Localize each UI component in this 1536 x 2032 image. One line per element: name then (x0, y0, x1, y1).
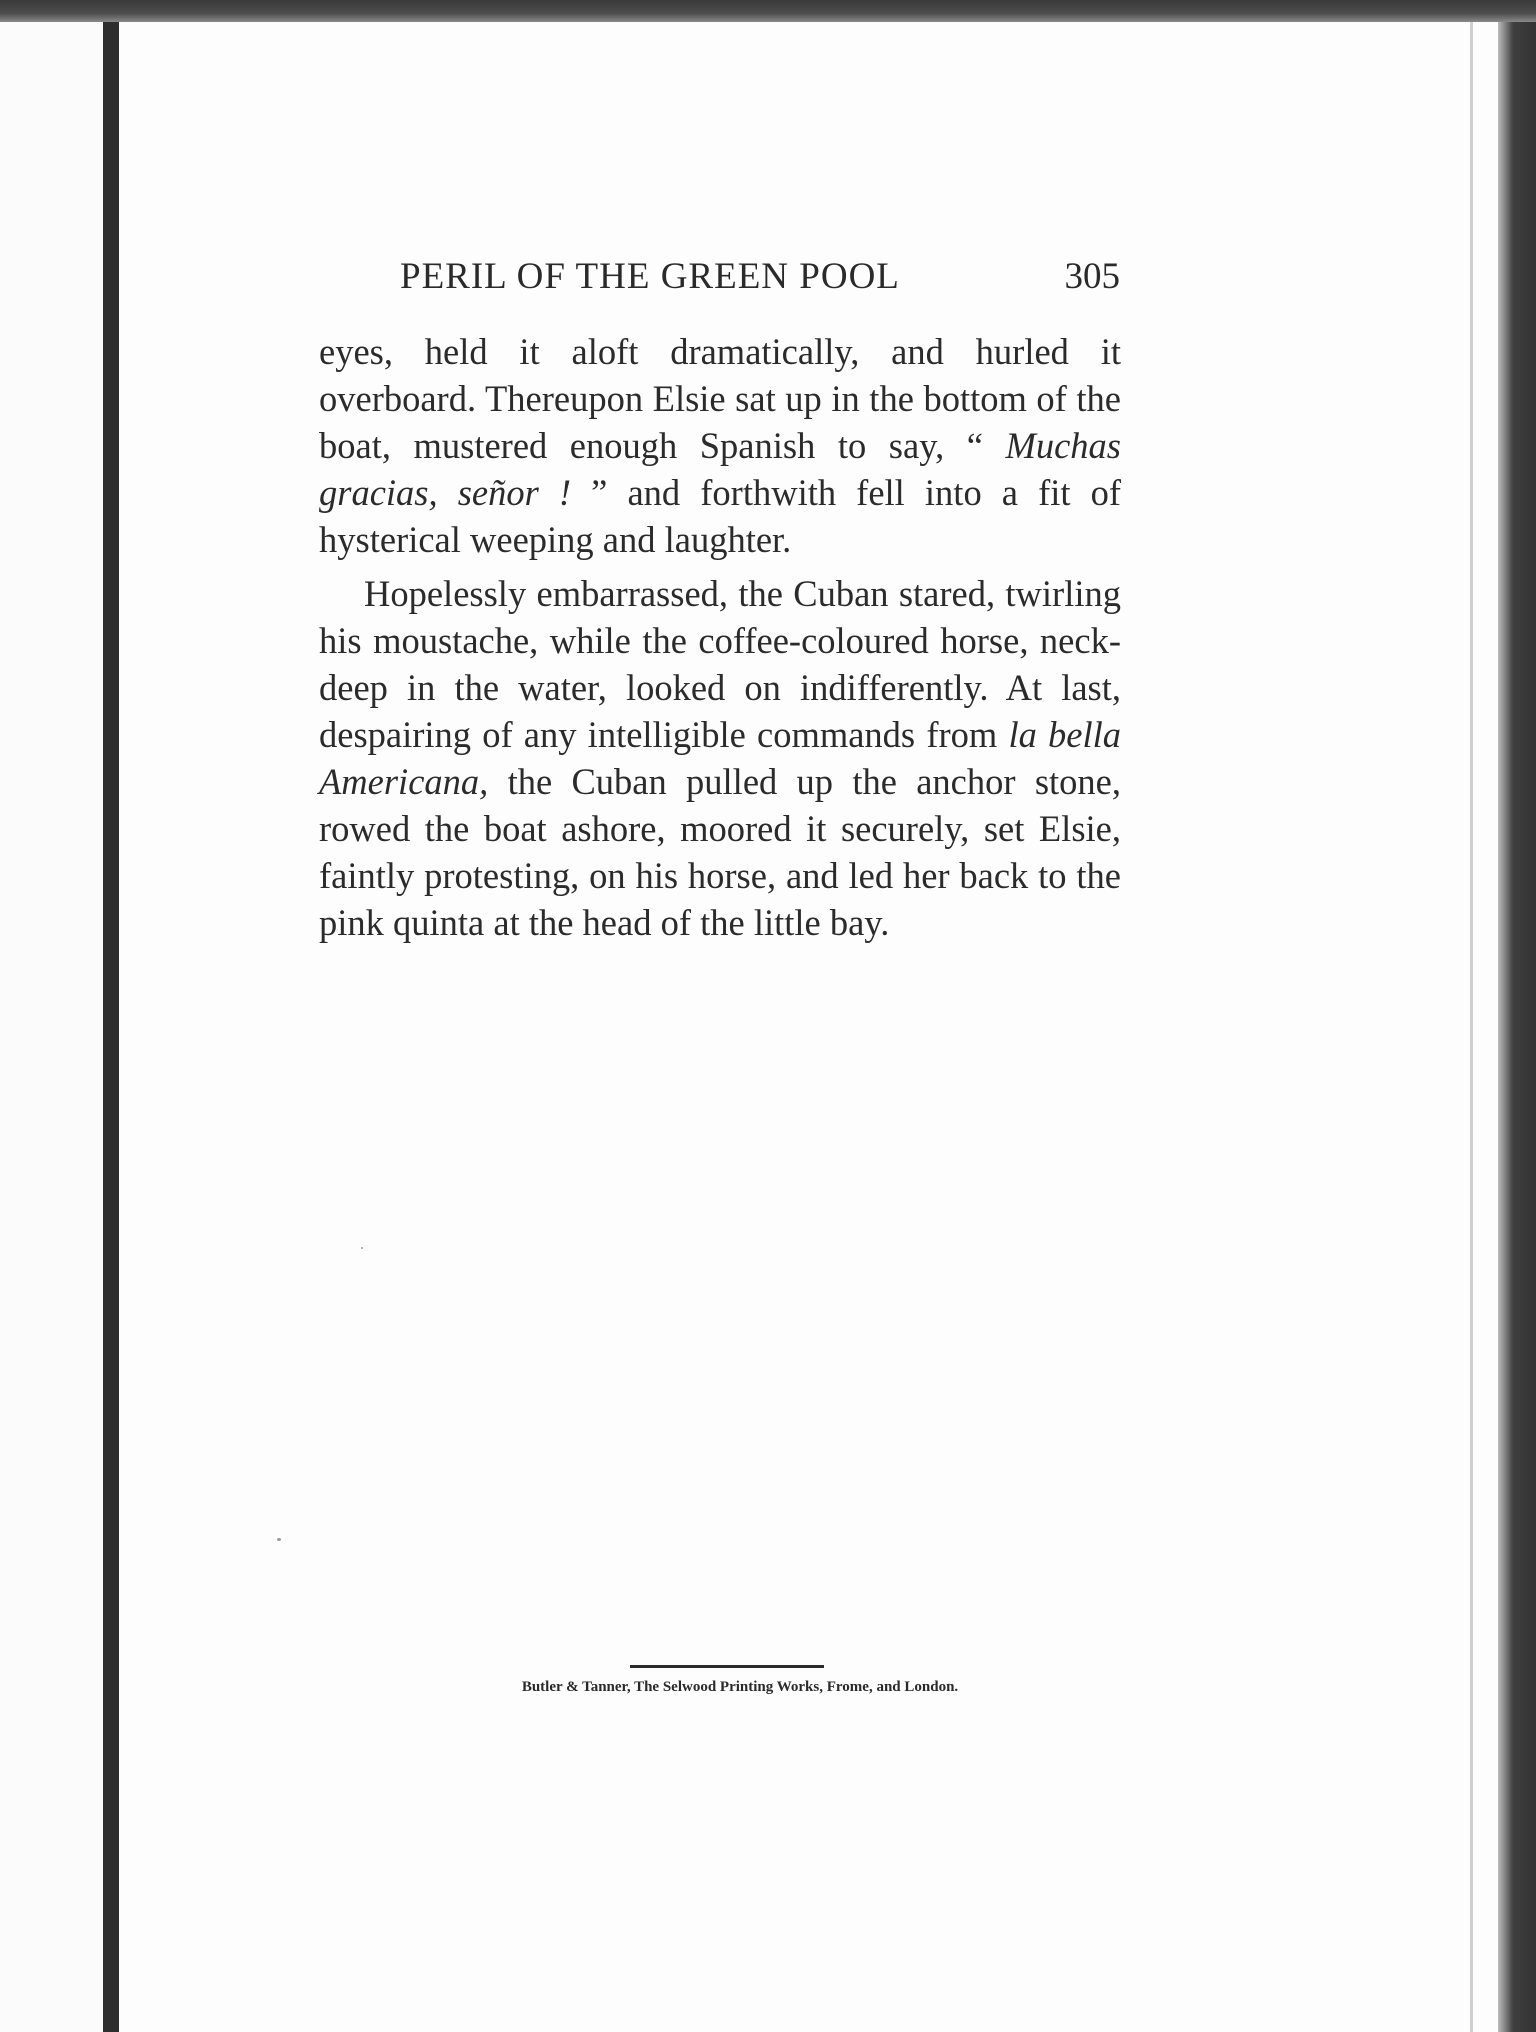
paragraph-2-italic: la bella Americana, (319, 714, 1122, 802)
paragraph-1-italic: Muchas gracias, señor ! (319, 425, 1121, 513)
scan-speck (361, 1247, 363, 1249)
scan-speck (277, 1538, 281, 1541)
paragraph-1-text-a: eyes, held it aloft dramatically, and hurled it overboard. Thereupon Elsie sat up in the bottom of the boat, mustered enough Spanish to say, “ (319, 331, 1121, 466)
page-number: 305 (1064, 256, 1120, 297)
paragraph-1-text-b: ” and forthwith fell into a fit of hysterical weeping and laughter. (319, 472, 1122, 560)
facing-page-strip (0, 22, 100, 2032)
paragraph-1 (319, 328, 1121, 563)
body-text (319, 328, 1121, 946)
page-edge-line (1470, 22, 1473, 2032)
scanner-edge-right (1498, 22, 1536, 2032)
book-page (119, 22, 1499, 2032)
scanner-edge-top (0, 0, 1536, 22)
printer-imprint: Butler & Tanner, The Selwood Printing Works, Frome, and London. (521, 1679, 959, 1695)
paragraph-2-text-a: Hopelessly embarrassed, the Cuban stared, twirling his moustache, while the coffee-coloured horse, neck-deep in the water, looked on indifferently. At last, despairing of any intelligible commands from (319, 573, 1121, 755)
paragraph-2-text-b: the Cuban pulled up the anchor stone, rowed the boat ashore, moored it securely, set Elsie, faintly protesting, on his horse, and led her back to the pink quinta at the head of the little bay. (319, 761, 1121, 943)
running-head: PERIL OF THE GREEN POOL (400, 256, 900, 297)
imprint-rule (630, 1665, 824, 1668)
paragraph-2 (319, 570, 1121, 946)
page-header (400, 255, 1120, 315)
book-gutter (103, 22, 119, 2032)
